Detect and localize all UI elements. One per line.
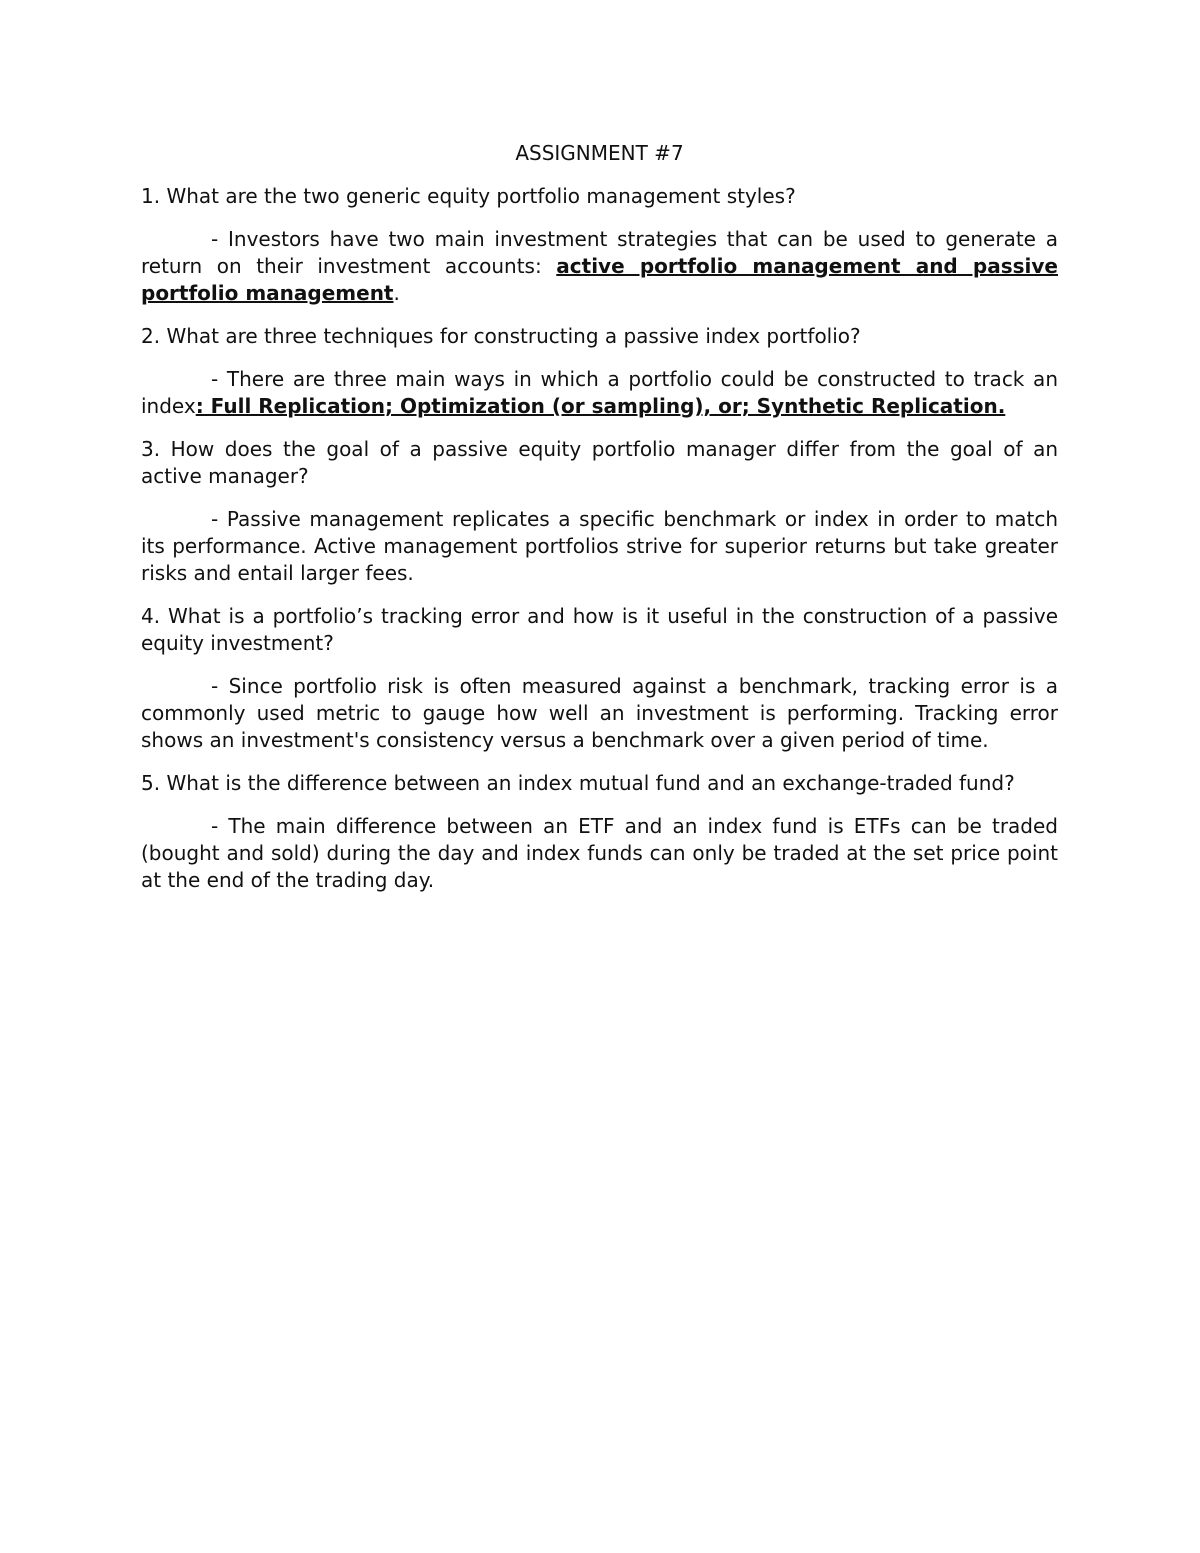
- answer-4: [141, 673, 1058, 754]
- question-2: 2. What are three techniques for constructing a passive index portfolio?: [141, 324, 861, 348]
- answer-5: [141, 813, 1058, 894]
- answer-1-suffix: .: [393, 281, 400, 305]
- answer-1: [141, 226, 1058, 307]
- answer-2-emphasis: : Full Replication; Optimization (or sampling), or; Synthetic Replication.: [195, 394, 1006, 418]
- answer-3-text: - Passive management replicates a specific benchmark or index in order to match its performance. Active management portfolios strive for superior returns but take greater risks and entail larger fees.: [141, 507, 1058, 585]
- answer-3: [141, 506, 1058, 587]
- question-3: 3. How does the goal of a passive equity portfolio manager differ from the goal of an active manager?: [141, 437, 1058, 488]
- question-4: 4. What is a portfolio’s tracking error and how is it useful in the construction of a passive equity investment?: [141, 604, 1058, 655]
- answer-5-text: - The main difference between an ETF and an index fund is ETFs can be traded (bought and sold) during the day and index funds can only be traded at the set price point at the end of the trading day.: [141, 814, 1058, 892]
- question-1: 1. What are the two generic equity portfolio management styles?: [141, 184, 796, 208]
- answer-4-text: - Since portfolio risk is often measured against a benchmark, tracking error is a commonly used metric to gauge how well an investment is performing. Tracking error shows an investment's consistency versus a benchmark over a given period of time.: [141, 674, 1058, 752]
- page-title: ASSIGNMENT #7: [515, 141, 684, 165]
- answer-1-emphasis: active portfolio management and passive portfolio management: [141, 254, 1058, 305]
- answer-2: [141, 366, 1058, 420]
- question-5: 5. What is the difference between an index mutual fund and an exchange-traded fund?: [141, 771, 1015, 795]
- document-page: [141, 140, 1058, 910]
- answer-2-text: - There are three main ways in which a portfolio could be constructed to track an index: [141, 367, 1058, 418]
- answer-1-text: - Investors have two main investment strategies that can be used to generate a return on their investment accounts:: [141, 227, 1058, 278]
